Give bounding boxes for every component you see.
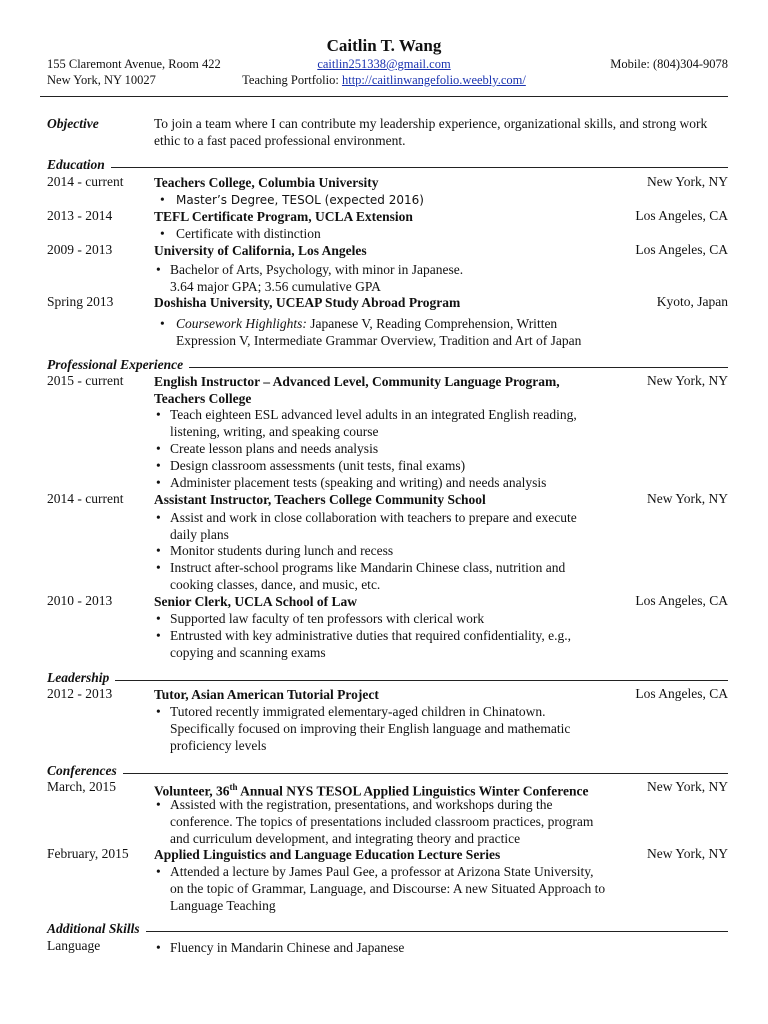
section-divider — [47, 773, 728, 774]
bullet-text: Administer placement tests (speaking and writing) and needs analysis — [170, 475, 547, 490]
entry-date: 2015 - current — [47, 373, 124, 388]
bullet-text: Teach eighteen ESL advanced level adults in an integrated English reading, listening, writing, and speaking course — [170, 407, 577, 439]
mobile-phone: Mobile: (804)304-9078 — [610, 57, 728, 71]
bullet-icon: • — [160, 316, 165, 331]
header-divider — [40, 96, 728, 97]
portfolio-label: Teaching Portfolio: — [242, 73, 342, 87]
bullet-icon: • — [156, 458, 161, 473]
bullet-icon: • — [156, 560, 161, 575]
bullet-icon: • — [156, 441, 161, 456]
list-item — [160, 225, 621, 242]
bullet-text: Certificate with distinction — [176, 226, 321, 241]
bullet-text: Create lesson plans and needs analysis — [170, 441, 379, 456]
conference-title-post: Annual NYS TESOL Applied Linguistics Winter Conference — [237, 783, 589, 799]
entry-location: New York, NY — [646, 779, 728, 794]
bullet-text: Assisted with the registration, presentations, and workshops during the conference. The topics of presentations included classroom practices, program and curriculum development, and integrating theory and practice — [170, 797, 594, 846]
bullet-icon: • — [156, 940, 161, 955]
list-item — [154, 509, 605, 543]
section-divider — [47, 680, 728, 681]
bullet-text: Assist and work in close collaboration with teachers to prepare and execute daily plans — [170, 510, 577, 542]
education-heading-text: Education — [47, 157, 111, 173]
ordinal-suffix: th — [229, 782, 238, 792]
address-line-1: 155 Claremont Avenue, Room 422 — [47, 57, 221, 71]
list-item — [154, 796, 610, 847]
list-item — [154, 939, 625, 956]
portfolio-line — [0, 73, 768, 88]
conference-title-pre: Volunteer, 36 — [154, 783, 230, 799]
list-item — [160, 315, 596, 349]
bullet-text: Attended a lecture by James Paul Gee, a professor at Arizona State University, on the topic of Grammar, Language, and Discourse: A new Situated Approach to Language Teaching — [170, 864, 606, 913]
entry-date: 2012 - 2013 — [47, 686, 113, 701]
bullet-icon: • — [160, 226, 165, 241]
entry-date: March, 2015 — [47, 779, 116, 794]
entry-title: Senior Clerk, UCLA School of Law — [154, 594, 358, 609]
bullet-icon: • — [156, 797, 161, 812]
list-item — [154, 610, 625, 627]
list-item — [154, 457, 625, 474]
skills-heading-text: Additional Skills — [47, 921, 146, 937]
bullet-text: Fluency in Mandarin Chinese and Japanese — [170, 940, 405, 955]
entry-date: Spring 2013 — [47, 294, 114, 309]
bullet-text: Tutored recently immigrated elementary-aged children in Chinatown. Specifically focused on improving their English language and mathematic proficiency levels — [170, 704, 571, 753]
entry-location: Los Angeles, CA — [635, 242, 728, 257]
bullet-icon: • — [156, 510, 161, 525]
section-divider — [47, 167, 728, 168]
list-item — [154, 627, 605, 661]
bullet-icon: • — [156, 704, 161, 719]
list-item — [154, 440, 625, 457]
entry-title: Doshisha University, UCEAP Study Abroad Program — [154, 295, 461, 310]
entry-date: 2014 - current — [47, 174, 124, 189]
coursework-label: Coursework Highlights: — [176, 316, 307, 331]
section-divider — [47, 931, 728, 932]
bullet-text: Master’s Degree, TESOL (expected 2016) — [176, 193, 424, 207]
bullet-text: Supported law faculty of ten professors with clerical work — [170, 611, 485, 626]
address-line-2: New York, NY 10027 — [47, 73, 156, 87]
list-item — [154, 703, 600, 754]
objective-text: To join a team where I can contribute my leadership experience, organizational skills, and strong work ethic to a fast paced professional environment. — [154, 116, 708, 148]
leadership-heading-text: Leadership — [47, 670, 115, 686]
entry-title: Tutor, Asian American Tutorial Project — [154, 687, 379, 702]
entry-location: New York, NY — [646, 846, 728, 861]
objective-label: Objective — [47, 116, 99, 131]
list-item — [154, 542, 625, 559]
entry-location: New York, NY — [646, 491, 728, 506]
list-item — [154, 863, 610, 914]
entry-title: TEFL Certificate Program, UCLA Extension — [154, 209, 413, 224]
bullet-icon: • — [160, 192, 165, 207]
entry-date: 2009 - 2013 — [47, 242, 113, 257]
portfolio-link[interactable]: http://caitlinwangefolio.weebly.com/ — [341, 73, 526, 87]
bullet-text: Bachelor of Arts, Psychology, with minor in Japanese. 3.64 major GPA; 3.56 cumulative GPA — [170, 262, 464, 294]
bullet-icon: • — [156, 475, 161, 490]
entry-location: Los Angeles, CA — [635, 593, 728, 608]
bullet-text: Instruct after-school programs like Mandarin Chinese class, nutrition and cooking classes, dance, and music, etc. — [170, 560, 566, 592]
bullet-icon: • — [156, 628, 161, 643]
bullet-icon: • — [156, 611, 161, 626]
bullet-icon: • — [156, 407, 161, 422]
entry-location: Los Angeles, CA — [635, 686, 728, 701]
entry-title: English Instructor – Advanced Level, Community Language Program, Teachers College — [154, 374, 560, 406]
education-heading — [47, 157, 728, 175]
bullet-text: Entrusted with key administrative duties that required confidentiality, e.g., copying and scanning exams — [170, 628, 572, 660]
entry-date: 2013 - 2014 — [47, 208, 113, 223]
bullet-text: Design classroom assessments (unit tests, final exams) — [170, 458, 466, 473]
list-item — [154, 559, 600, 593]
entry-date: February, 2015 — [47, 846, 129, 861]
bullet-icon: • — [156, 262, 161, 277]
skill-category-label: Language — [47, 938, 101, 953]
experience-heading-text: Professional Experience — [47, 357, 189, 373]
skills-heading — [47, 921, 728, 939]
list-item — [154, 406, 620, 440]
leadership-heading — [47, 670, 728, 688]
entry-date: 2014 - current — [47, 491, 124, 506]
entry-title: Assistant Instructor, Teachers College Community School — [154, 492, 486, 507]
list-item — [154, 261, 488, 295]
entry-location: New York, NY — [646, 373, 728, 388]
list-item — [154, 474, 625, 491]
entry-location: Kyoto, Japan — [656, 294, 728, 309]
entry-location: Los Angeles, CA — [635, 208, 728, 223]
bullet-icon: • — [156, 864, 161, 879]
conferences-heading-text: Conferences — [47, 763, 123, 779]
entry-title: Teachers College, Columbia University — [154, 175, 379, 190]
entry-location: New York, NY — [646, 174, 728, 189]
resume-name: Caitlin T. Wang — [326, 36, 442, 55]
bullet-icon: • — [156, 543, 161, 558]
list-item — [160, 191, 621, 209]
bullet-text: Monitor students during lunch and recess — [170, 543, 394, 558]
coursework-text: Japanese V, Reading Comprehension, Written Expression V, Intermediate Grammar Overview, Tradition and Art of Japan — [176, 316, 582, 348]
entry-title: University of California, Los Angeles — [154, 243, 367, 258]
entry-title: Applied Linguistics and Language Education Lecture Series — [154, 847, 501, 862]
email-link[interactable]: caitlin251338@gmail.com — [317, 57, 451, 71]
entry-date: 2010 - 2013 — [47, 593, 113, 608]
